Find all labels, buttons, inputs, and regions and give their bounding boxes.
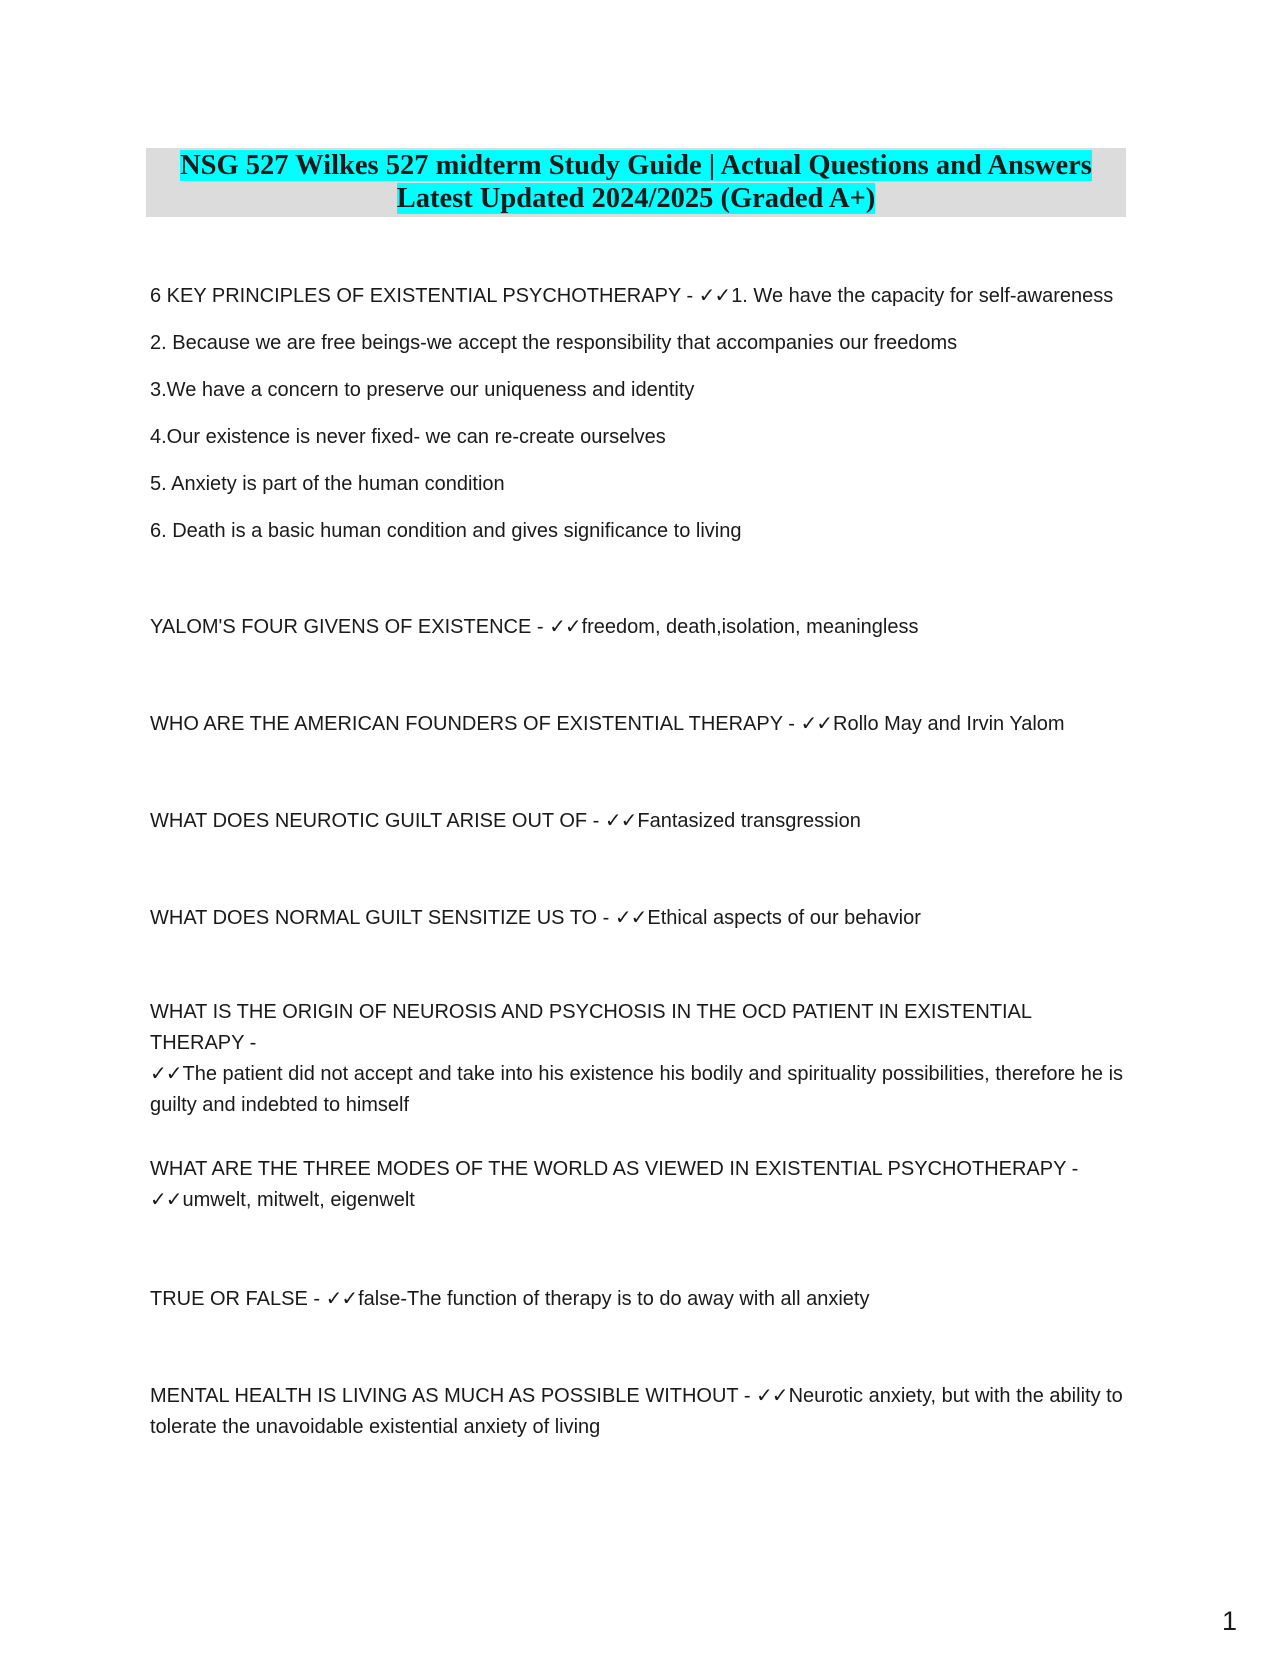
answer: Rollo May and Irvin Yalom — [833, 713, 1065, 735]
question: WHAT IS THE ORIGIN OF NEUROSIS AND PSYCHOSIS IN THE OCD PATIENT IN EXISTENTIAL THERAPY - — [150, 1001, 1032, 1054]
list-item: 6. Death is a basic human condition and gives significance to living — [150, 520, 742, 542]
check-icon: ✓✓ — [150, 1063, 182, 1085]
qa-item — [150, 1154, 1130, 1216]
answer: Ethical aspects of our behavior — [647, 907, 921, 929]
answer: false-The function of therapy is to do away with all anxiety — [358, 1288, 870, 1310]
question: WHAT DOES NORMAL GUILT SENSITIZE US TO - — [150, 907, 615, 929]
qa-item — [150, 806, 1130, 837]
qa-item — [150, 1284, 1130, 1315]
question: MENTAL HEALTH IS LIVING AS MUCH AS POSSIBLE WITHOUT - — [150, 1385, 757, 1407]
title-line-1: NSG 527 Wilkes 527 midterm Study Guide | Actual Questions and Answers — [180, 150, 1092, 181]
question: YALOM'S FOUR GIVENS OF EXISTENCE - — [150, 616, 550, 638]
answer: 1. We have the capacity for self-awareness — [731, 285, 1114, 307]
answer: Neurotic anxiety, but with the ability to tolerate the unavoidable existential anxiety of living — [150, 1385, 1123, 1438]
list-item: 4.Our existence is never fixed- we can re-create ourselves — [150, 426, 666, 448]
list-item: 5. Anxiety is part of the human condition — [150, 473, 505, 495]
question: TRUE OR FALSE - — [150, 1288, 326, 1310]
check-icon: ✓✓ — [549, 616, 581, 638]
answer: freedom, death,isolation, meaningless — [581, 616, 919, 638]
question: 6 KEY PRINCIPLES OF EXISTENTIAL PSYCHOTHERAPY - — [150, 285, 699, 307]
check-icon: ✓✓ — [698, 285, 731, 307]
page-number: 1 — [1222, 1606, 1238, 1636]
check-icon: ✓✓ — [604, 810, 637, 832]
list-item: 3.We have a concern to preserve our uniqueness and identity — [150, 379, 695, 401]
qa-item — [150, 997, 1130, 1121]
qa-item — [150, 903, 1130, 934]
question: WHO ARE THE AMERICAN FOUNDERS OF EXISTENTIAL THERAPY - — [150, 713, 801, 735]
qa-item — [150, 281, 1130, 312]
qa-item — [150, 1381, 1130, 1443]
answer: The patient did not accept and take into his existence his bodily and spirituality possibilities, therefore he is guilty and indebted to himself — [150, 1063, 1124, 1116]
answer: Fantasized transgression — [637, 810, 861, 832]
qa-item — [150, 612, 1130, 643]
check-icon: ✓✓ — [756, 1385, 788, 1407]
answer: umwelt, mitwelt, eigenwelt — [182, 1189, 415, 1211]
question: WHAT DOES NEUROTIC GUILT ARISE OUT OF - — [150, 810, 605, 832]
title-line-2: Latest Updated 2024/2025 (Graded A+) — [396, 183, 876, 214]
list-item: 2. Because we are free beings-we accept the responsibility that accompanies our freedoms — [150, 332, 958, 354]
check-icon: ✓✓ — [325, 1288, 358, 1310]
question: WHAT ARE THE THREE MODES OF THE WORLD AS VIEWED IN EXISTENTIAL PSYCHOTHERAPY - — [150, 1158, 1079, 1180]
document-title — [146, 148, 1126, 217]
check-icon: ✓✓ — [800, 713, 832, 735]
qa-item — [150, 709, 1130, 740]
check-icon: ✓✓ — [614, 907, 647, 929]
check-icon: ✓✓ — [150, 1189, 182, 1211]
